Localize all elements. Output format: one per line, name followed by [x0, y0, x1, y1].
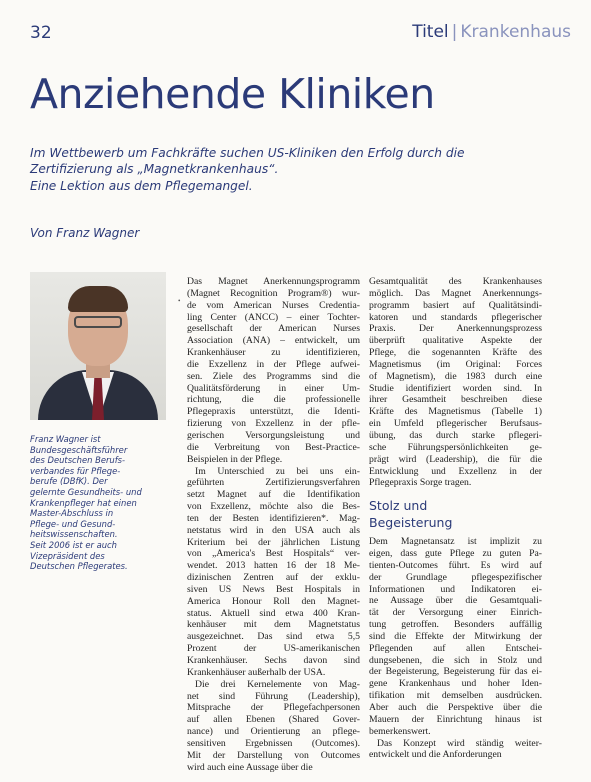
body-line: de vom American Nurses Credentia-	[187, 299, 360, 311]
body-line: Mitsprache der Pflegefachpersonen	[187, 702, 360, 714]
caption-line: Master-Abschluss in	[30, 508, 114, 519]
author-photo	[30, 272, 166, 420]
body-line: tät der Versorgung einer Einrich-	[369, 607, 542, 619]
subheading-line: Stolz und	[369, 498, 428, 514]
body-line: wird auch eine Aussage über die	[187, 761, 313, 773]
body-line: Studie identifiziert worden sind. In	[369, 382, 542, 394]
body-line: tienten-Outcomes führt. Es wird auf	[369, 559, 542, 571]
caption-line: gelernte Gesundheits- und	[30, 486, 142, 497]
body-line: von „America's Best Hospitals“ ver-	[187, 548, 360, 560]
caption-line: Seit 2006 ist er auch	[30, 539, 117, 550]
lead-line: Eine Lektion aus dem Pflegemangel.	[30, 178, 253, 193]
body-line: Die drei Kernelemente von Mag-	[195, 678, 360, 690]
body-line: von Exzellenz, möchte also die Bes-	[187, 501, 360, 513]
body-line: kenhäuser mit dem Magnetstatus	[187, 619, 360, 631]
body-line: ten der Besten identifizieren*. Mag-	[187, 512, 360, 524]
body-line: Pflegepraxis unterstützt, die Identi-	[187, 406, 360, 418]
body-line: sind die Effekte der Mitwirkung der	[369, 630, 542, 642]
body-line: Entwicklung und Exzellenz in der	[369, 465, 542, 477]
body-column-1	[187, 276, 360, 773]
body-line: Magnetismus (im Original: Forces	[369, 358, 542, 370]
caption-line: Deutschen Pflegerates.	[30, 561, 128, 572]
article-title: Anziehende Kliniken	[30, 70, 435, 118]
caption-line: Franz Wagner ist	[30, 434, 101, 444]
caption-line: Bundesgeschäftsführer	[30, 444, 128, 455]
caption-line: Pflege- und Gesund-	[30, 518, 116, 529]
photo-glasses	[74, 316, 122, 328]
body-line: ling Center (ANCC) – einer Tochter-	[187, 311, 360, 323]
body-line: entwickelt und die Anforderungen	[369, 749, 502, 761]
column-bullet: •	[178, 297, 181, 305]
body-line: der Grundlage pflegespezifischer	[369, 571, 542, 583]
caption-line: des Deutschen Berufs-	[30, 455, 126, 466]
lead-line: Zertifizierung als „Magnetkrankenhaus“.	[30, 162, 279, 177]
caption-line: heitswissenschaften.	[30, 529, 118, 540]
article-byline: Von Franz Wagner	[30, 226, 140, 240]
body-line: (Magnet Recognition Program®) wur-	[187, 287, 360, 299]
body-line: sen. Ziele des Programms sind die	[187, 370, 360, 382]
body-line: sche Führungspersönlichkeiten ge-	[369, 441, 542, 453]
subheading	[369, 498, 542, 531]
body-line: Informationen und Indikatoren ei-	[369, 583, 542, 595]
body-line: Krankenhäuser außerhalb der USA.	[187, 666, 326, 678]
body-line: tifikation mit demselben ausdrücken.	[369, 690, 542, 702]
section-separator: |	[451, 22, 458, 42]
body-line: katoren und standards pflegerischer	[369, 311, 542, 323]
caption-line: Krankenpfleger hat einen	[30, 497, 137, 508]
body-line: überprüft qualitative Aspekte der	[369, 335, 542, 347]
body-line: Aber auch die Perspektive über die	[369, 702, 542, 713]
body-line: die Verbreitung von Best-Practice-	[187, 441, 360, 453]
body-line: Pflegenden auf allen Entschei-	[369, 642, 542, 654]
section-category: Krankenhaus	[460, 22, 571, 42]
body-line: Prozent der US-amerikanischen	[187, 643, 360, 655]
body-line: net sind Führung (Leadership),	[187, 690, 360, 702]
body-column-2	[369, 276, 542, 761]
body-line: Gesamtqualität des Krankenhauses	[369, 276, 542, 287]
body-line: möglich. Das Magnet Anerkennungs-	[369, 287, 542, 299]
body-line: auf allen Ebenen (Shared Gover-	[187, 714, 360, 726]
body-line: gene Krankenhaus und hoher Iden-	[369, 678, 542, 690]
caption-line: berufe (DBfK). Der	[30, 476, 108, 487]
body-line: status. Aktuell sind etwa 400 Kran-	[187, 607, 360, 619]
body-line: Kriterium bei der jährlichen Listung	[187, 536, 360, 548]
body-line: Das Magnet Anerkennungsprogramm	[187, 276, 360, 287]
body-line: Beispielen in der Pflege.	[187, 453, 283, 465]
body-line: Qualitätsförderung in einer Um-	[187, 382, 360, 394]
section-title: Titel	[412, 22, 449, 42]
body-line: Das Konzept wird ständig weiter-	[377, 737, 542, 749]
body-line: gerischen Versorgungsleistung und	[187, 429, 360, 441]
body-line: die Exzellenz in der Pflege aufwei-	[187, 358, 360, 370]
body-line: Dem Magnetansatz ist implizit zu	[369, 536, 542, 548]
body-line: programm basiert auf Qualitätsindi-	[369, 299, 542, 311]
body-line: bemerkenswert.	[369, 725, 431, 737]
body-line: Kräfte des Magnetismus (Tabelle 1)	[369, 406, 542, 418]
body-line: setzt Magnet auf die Identifikation	[187, 489, 360, 501]
body-line: Mit der Darstellung von Outcomes	[187, 749, 360, 761]
body-line: eigen, dass gute Pflege zu guten Pa-	[369, 548, 542, 560]
page-number: 32	[30, 23, 52, 43]
body-line: fizierung von Exzellenz in der pfle-	[187, 418, 360, 430]
body-line: dungsebenen, die sich in Stolz und	[369, 654, 542, 666]
photo-hair	[68, 286, 128, 312]
photo-caption	[30, 434, 170, 572]
body-line: ihrer Gesamtheit beschreiben diese	[369, 394, 542, 406]
body-line: geführten Zertifizierungsverfahren	[187, 477, 360, 489]
body-line: Pflege, die sogenannten Kräfte des	[369, 347, 542, 359]
body-line: prägt wird (Leadership), die für die	[369, 453, 542, 465]
body-line: ne Aussage über die Gesamtquali-	[369, 595, 542, 607]
body-line: übung, das durch starke pflegeri-	[369, 429, 542, 441]
body-line: gesellschaft der American Nurses	[187, 323, 360, 335]
caption-line: verbandes für Pflege-	[30, 465, 121, 476]
column-2-top	[369, 276, 542, 489]
subheading-line: Begeisterung	[369, 514, 453, 530]
body-line: nance) und Orientierung an pflege-	[187, 726, 360, 738]
body-line: Im Unterschied zu bei uns ein-	[195, 465, 360, 477]
body-line: dizinischen Zentren auf der exklu-	[187, 572, 360, 584]
lead-line: Im Wettbewerb um Fachkräfte suchen US-Kliniken den Erfolg durch die	[30, 146, 465, 160]
body-line: Mauern der Einrichtung hinaus ist	[369, 713, 542, 725]
body-line: netstatus wird in den USA auch als	[187, 524, 360, 536]
body-line: richtung, die die professionelle	[187, 394, 360, 406]
body-line: Krankenhäuser. Sechs davon sind	[187, 655, 360, 666]
body-line: America Honour Roll den Magnet-	[187, 595, 360, 607]
article-lead	[30, 145, 470, 194]
body-line: ein Umfeld pflegerischer Berufsaus-	[369, 418, 542, 430]
body-line: sensitiven Ergebnissen (Outcomes).	[187, 737, 360, 749]
section-label	[412, 22, 571, 42]
body-line: wendet. 2013 hatten 16 der 18 Me-	[187, 560, 360, 572]
column-2-bottom	[369, 536, 542, 761]
body-line: der Begeisterung, Begeisterung für das ei-	[369, 666, 542, 678]
body-line: tung getroffen. Besonders auffällig	[369, 619, 542, 631]
body-line: of Magnetism), die 1983 durch eine	[369, 370, 542, 382]
body-line: ausgezeichnet. Das sind etwa 5,5	[187, 631, 360, 643]
body-line: Krankenhäuser zu identifizieren,	[187, 347, 360, 359]
body-line: Pflegepraxis Sorge tragen.	[369, 477, 472, 489]
caption-line: Vizepräsident des	[30, 550, 105, 561]
body-line: Praxis. Der Anerkennungsprozess	[369, 323, 542, 335]
body-line: siven US News Best Hospitals in	[187, 583, 360, 595]
body-line: Association (ANA) – entwickelt, um	[187, 335, 360, 347]
